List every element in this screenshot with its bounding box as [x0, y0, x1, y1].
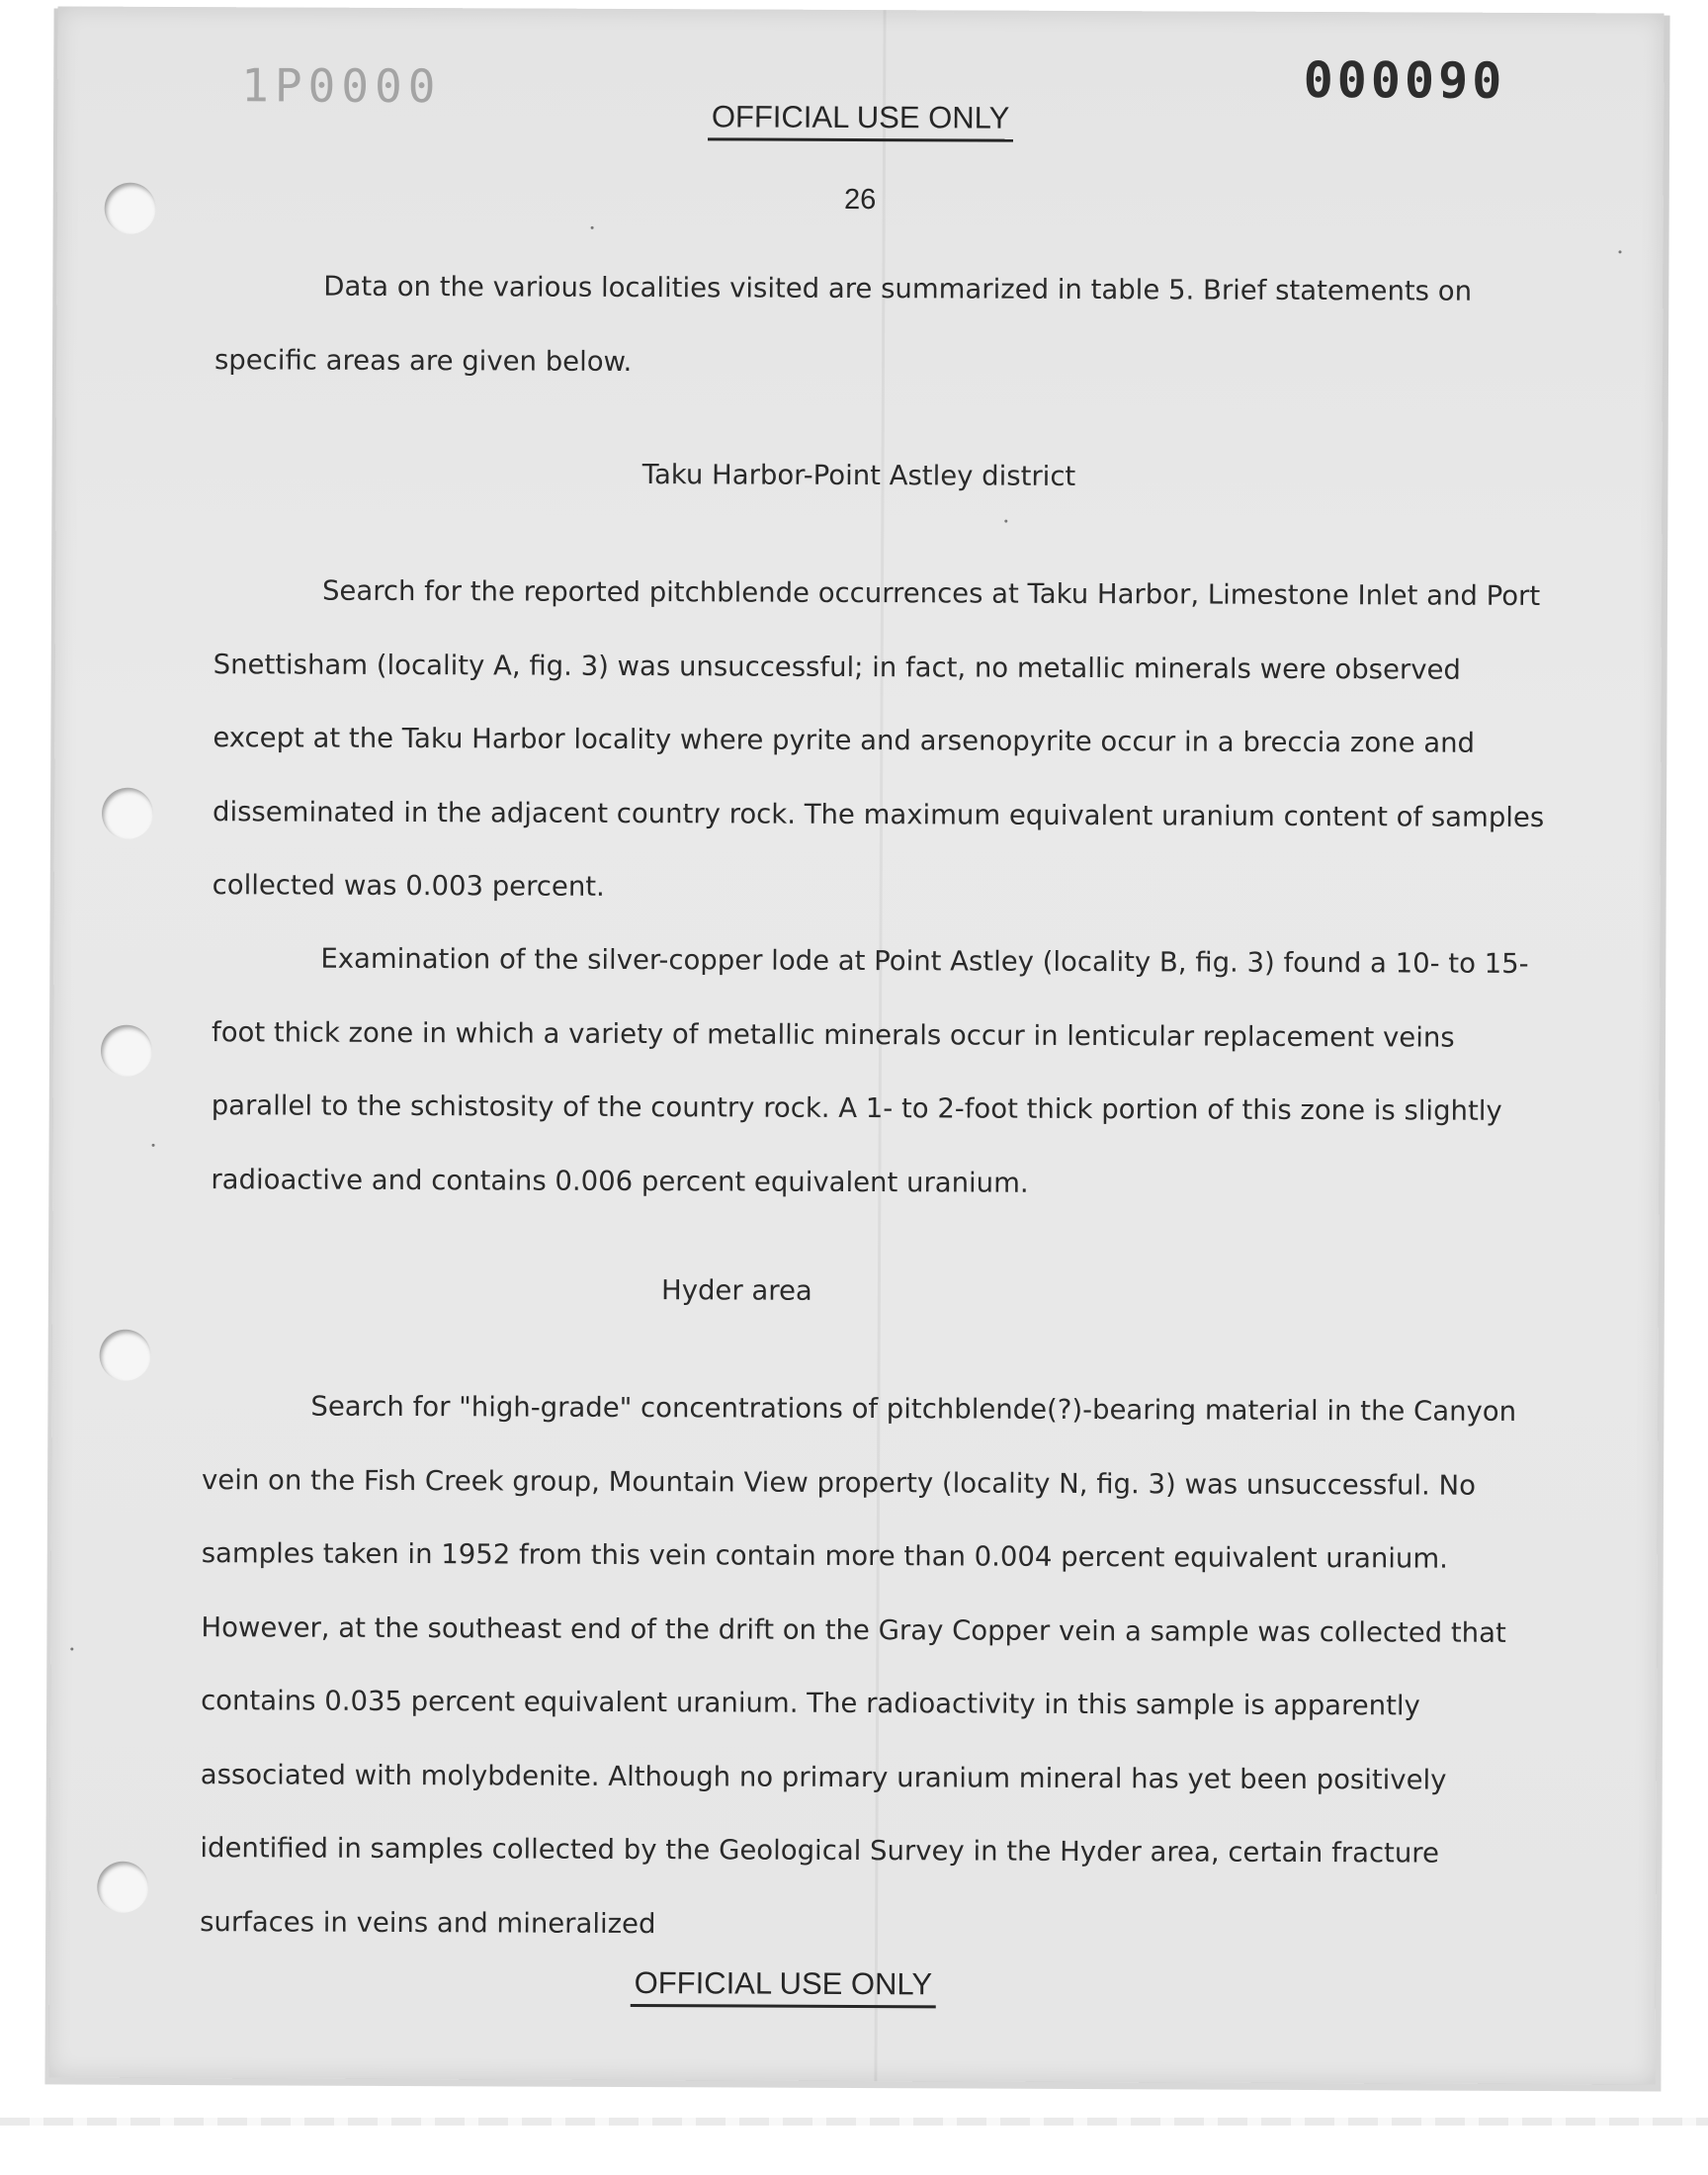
paragraph-intro-text: Data on the various localities visited are summarized in table 5. Brief statements on specific areas are given below. [214, 270, 1473, 378]
scan-speck [591, 226, 594, 229]
paragraph-intro [214, 249, 1550, 402]
document-serial-number: 000090 [1303, 50, 1506, 110]
faint-document-stamp: 1P0000 [241, 58, 442, 114]
document-page [48, 6, 1664, 2084]
classification-footer-text: OFFICIAL USE ONLY [631, 1964, 937, 2008]
paragraph-taku-1-text: Search for the reported pitchblende occurrences at Taku Harbor, Limestone Inlet and Port Snettisham (locality A, fig. 3) was unsuccessful; in fact, no metallic minerals were observed except at the Taku Harbor locality where pyrite and arsenopyrite occur in a breccia zone and disseminated in the adjacent country rock. The maximum equivalent uranium content of samples collected was 0.003 percent. [212, 574, 1545, 903]
section-heading-taku: Taku Harbor-Point Astley district [641, 459, 1076, 492]
paragraph-hyder-1-text: Search for "high-grade" concentrations of pitchblende(?)-bearing material in the Canyon vein on the Fish Creek group, Mountain View property (locality N, fig. 3) was unsuccessful. No samples taken in 1952 from this vein contain more than 0.004 percent equivalent uranium. However, at the southeast end of the drift on the Gray Copper vein a sample was collected that contains 0.035 percent equivalent uranium. The radioactivity in this sample is apparently associated with molybdenite. Although no primary uranium mineral has yet been positively identified in samples collected by the Geological Survey in the Hyder area, certain fracture surfaces in veins and mineralized [200, 1390, 1517, 1940]
scan-speck [152, 1144, 155, 1147]
scan-speck [70, 1648, 73, 1651]
paragraph-taku-2-text: Examination of the silver-copper lode at Point Astley (locality B, fig. 3) found a 10- to 15-foot thick zone in which a variety of metallic minerals occur in lenticular replacement veins parallel to the schistosity of the country rock. A 1- to 2-foot thick portion of this zone is slightly radioactive and contains 0.006 percent equivalent uranium. [211, 942, 1529, 1199]
punch-hole-icon [100, 1330, 151, 1381]
paragraph-taku-1 [213, 554, 1549, 927]
page-number: 26 [844, 183, 877, 217]
scan-speck [1619, 250, 1622, 253]
classification-header-text: OFFICIAL USE ONLY [708, 98, 1014, 141]
classification-header [57, 95, 1664, 144]
paragraph-taku-2 [211, 921, 1546, 1222]
scan-speck [1004, 520, 1007, 523]
paragraph-hyder-1 [200, 1369, 1537, 1964]
punch-hole-icon [97, 1862, 148, 1913]
classification-footer [49, 1961, 1656, 2011]
scan-edge-strip [0, 2118, 1708, 2126]
section-heading-hyder: Hyder area [660, 1274, 812, 1307]
punch-hole-icon [101, 1025, 152, 1077]
punch-hole-icon [102, 788, 153, 839]
